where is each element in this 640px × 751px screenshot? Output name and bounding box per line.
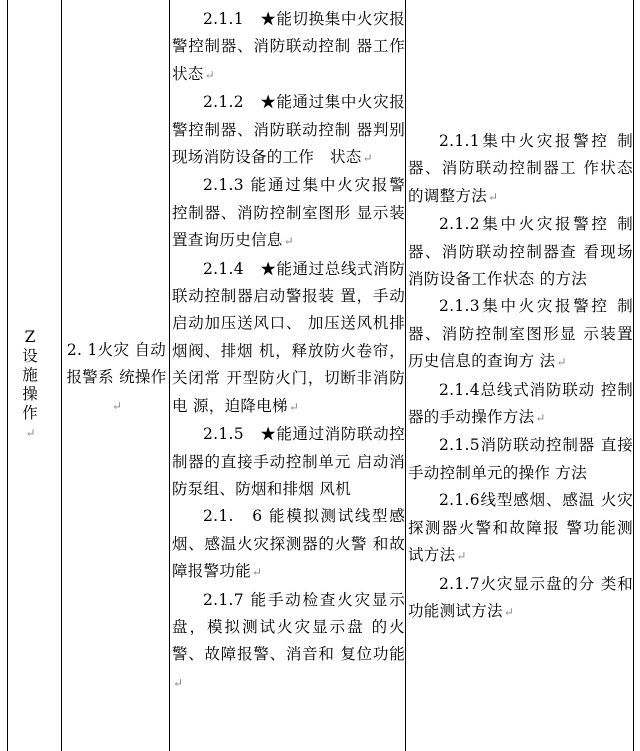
paragraph-mark-icon: ↵: [111, 398, 123, 413]
paragraph-mark-icon: ↵: [535, 411, 546, 426]
skill-item: 2.1.1 ★能切换集中火灾报警控制器、消防联动控制 器工作状态↵: [172, 10, 405, 83]
skill-item: 2.1.4 ★能通过总线式消防联动控制器启动警报装 置，手动启动加压送风口、 加压送风机排烟阀、排烟 机，释放防火卷帘，关闭常 开型防火门，切断非消防电 源，迫降电梯↵: [172, 259, 405, 415]
column-skill-requirements: [171, 0, 405, 751]
paragraph-mark-icon: ↵: [362, 151, 373, 166]
table-border-right: [633, 0, 634, 751]
knowledge-item: 2.1.2集中火灾报警控 制器、消防联动控制器查 看现场消防设备工作状态 的方法: [408, 215, 633, 289]
skill-item: 2.1. 6 能模拟测试线型感烟、感温火灾探测器的火警 和故障报警功能↵: [172, 507, 405, 581]
table-divider-1: [61, 0, 62, 751]
knowledge-item: 2.1.6线型感烟、感温 火灾探测器火警和故障报 警功能测试方法↵: [408, 491, 633, 565]
table-divider-3: [405, 0, 406, 751]
paragraph-mark-icon: ↵: [252, 565, 263, 580]
paragraph-mark-icon: ↵: [173, 675, 184, 690]
paragraph-mark-icon: ↵: [556, 355, 567, 370]
skill-item: 2.1.3 能通过集中火灾报警控制器、消防控制室图形 显示装置查询历史信息↵: [172, 176, 405, 250]
knowledge-item: 2.1.3集中火灾报警控 制器、消防控制室图形显 示装置历史信息的查询方 法↵: [408, 297, 633, 371]
table-divider-2: [169, 0, 170, 751]
paragraph-mark-icon: ↵: [488, 189, 499, 204]
knowledge-item: 2.1.7火灾显示盘的分 类和功能测试方法↵: [408, 574, 633, 620]
paragraph-mark-icon: ↵: [204, 67, 215, 82]
paragraph-mark-icon: ↵: [503, 604, 515, 619]
knowledge-item: 2.1.5消防联动控制器 直接手动控制单元的操作 方法: [408, 436, 633, 482]
paragraph-mark-icon: ↵: [283, 234, 294, 249]
vertical-function-label: Z设施操作↵: [22, 328, 38, 440]
paragraph-mark-icon: ↵: [25, 426, 36, 440]
paragraph-mark-icon: ↵: [456, 549, 467, 564]
knowledge-item: 2.1.4总线式消防联动 控制器的手动操作方法↵: [408, 380, 633, 427]
skill-item: 2.1.7 能手动检查火灾显示盘，模拟测试火灾显示盘 的火警、故障报警、消音和 复位功能↵: [172, 590, 405, 690]
column-related-knowledge: [407, 0, 633, 751]
skill-item: 2.1.2 ★能通过集中火灾报警控制器、消防联动控制 器判别现场消防设备的工作 状态↵: [172, 93, 405, 167]
column-work-content: [63, 0, 169, 751]
work-content-text: 2. 1火灾 自动报警系 统操作↵: [66, 341, 167, 413]
skill-item: 2.1.5 ★能通过消防联动控制器的直接手动控制单元 启动消防泵组、防烟和排烟 风机: [172, 425, 405, 498]
knowledge-item: 2.1.1集中火灾报警控 制器、消防联动控制器工 作状态的调整方法↵: [408, 132, 633, 205]
paragraph-mark-icon: ↵: [288, 399, 300, 414]
